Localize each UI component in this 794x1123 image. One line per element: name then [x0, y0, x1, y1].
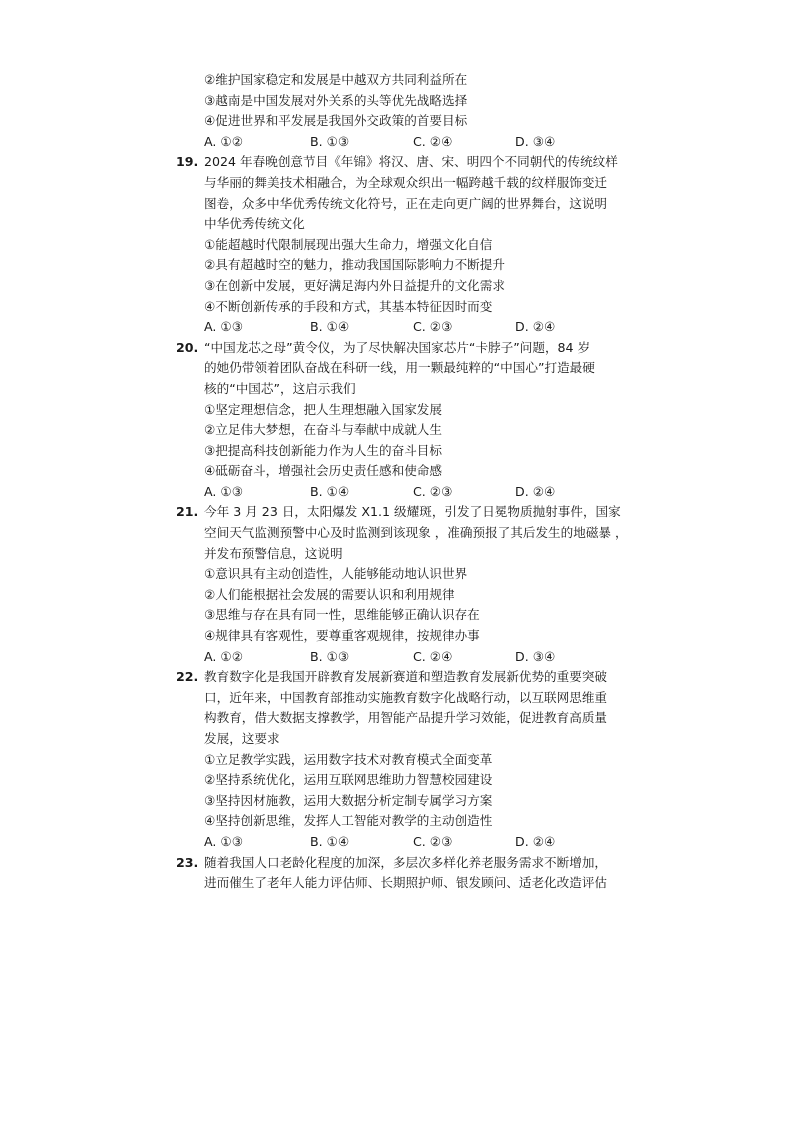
stem-text: “中国龙芯之母”黄令仪，为了尽快解决国家芯片“卡脖子”问题，84 岁	[204, 339, 591, 355]
option-b: B. ①④	[310, 319, 350, 335]
question-stem-line: 口，近年来，中国教育部推动实施教育数字化战略行动，以互联网思维重	[204, 689, 607, 705]
option-a: A. ①③	[204, 319, 243, 335]
option-b: B. ①③	[310, 648, 350, 664]
question-stem-line: 并发布预警信息，这说明	[204, 545, 343, 561]
option-a: A. ①③	[204, 833, 243, 849]
question-number: 20.	[176, 339, 199, 355]
option-c: C. ②③	[413, 833, 453, 849]
question-stem-line: 中华优秀传统文化	[204, 216, 305, 232]
option-c: C. ②③	[413, 483, 453, 499]
statement: ②人们能根据社会发展的需要认识和利用规律	[204, 586, 455, 602]
statement: ④规律具有客观性，要尊重客观规律，按规律办事	[204, 628, 480, 644]
statement: ①能超越时代限制展现出强大生命力，增强文化自信	[204, 236, 493, 252]
statement: ①意识具有主动创造性，人能够能动地认识世界	[204, 566, 468, 582]
option-a: A. ①②	[204, 648, 243, 664]
question-stem-line: 核的“中国芯”，这启示我们	[204, 380, 356, 396]
option-b: B. ①④	[310, 483, 350, 499]
option-d: D. ③④	[515, 133, 556, 149]
statement: ③坚持因材施教，运用大数据分析定制专属学习方案	[204, 792, 493, 808]
question-number: 22.	[176, 669, 199, 685]
stem-text: 教育数字化是我国开辟教育发展新赛道和塑造教育发展新优势的重要突破	[204, 669, 607, 685]
option-b: B. ①④	[310, 833, 350, 849]
question-21	[0, 502, 794, 667]
option-c: C. ②③	[413, 319, 453, 335]
question-stem-line	[0, 853, 794, 874]
option-b: B. ①③	[310, 133, 350, 149]
statement: ④坚持创新思维，发挥人工智能对教学的主动创造性	[204, 813, 493, 829]
question-stem-line: 构教育，借大数据支撑教学，用智能产品提升学习效能，促进教育高质量	[204, 710, 607, 726]
statement: ④促进世界和平发展是我国外交政策的首要目标	[204, 113, 468, 129]
option-c: C. ②④	[413, 133, 453, 149]
stem-text: 今年 3 月 23 日，太阳爆发 X1.1 级耀斑，引发了日冕物质抛射事件，国家	[204, 504, 621, 520]
statement: ③在创新中发展，更好满足海内外日益提升的文化需求	[204, 277, 505, 293]
question-stem-line	[0, 502, 794, 523]
options-row	[0, 482, 794, 503]
statement: ③思维与存在具有同一性，思维能够正确认识存在	[204, 607, 480, 623]
statement: ①立足教学实践，运用数字技术对教育模式全面变革	[204, 751, 493, 767]
stem-text: 随着我国人口老龄化程度的加深，多层次多样化养老服务需求不断增加，	[204, 854, 607, 870]
question-stem-line	[0, 152, 794, 173]
option-d: D. ③④	[515, 648, 556, 664]
question-number: 21.	[176, 504, 199, 520]
question-22	[0, 667, 794, 852]
question-20	[0, 338, 794, 503]
statement: ②维护国家稳定和发展是中越双方共同利益所在	[204, 72, 468, 87]
stem-text: 2024 年春晚创意节目《年锦》将汉、唐、宋、明四个不同朝代的传统纹样	[204, 154, 618, 170]
options-row	[0, 647, 794, 668]
option-d: D. ②④	[515, 833, 556, 849]
statement: ④砥砺奋斗，增强社会历史责任感和使命感	[204, 463, 442, 479]
option-a: A. ①③	[204, 483, 243, 499]
option-d: D. ②④	[515, 319, 556, 335]
statement: ②坚持系统优化，运用互联网思维助力智慧校园建设	[204, 772, 493, 788]
options-row	[0, 317, 794, 338]
question-stem-line: 发展，这要求	[204, 731, 280, 746]
option-d: D. ②④	[515, 483, 556, 499]
question-number: 19.	[176, 154, 199, 170]
question-stem-line: 的她仍带领着团队奋战在科研一线，用一颗最纯粹的“中国心”打造最硬	[204, 360, 595, 376]
question-19	[0, 152, 794, 337]
question-stem-line	[0, 338, 794, 359]
question-stem-line: 进而催生了老年人能力评估师、长期照护师、银发顾问、适老化改造评估	[204, 875, 607, 891]
question-stem-line: 图卷，众多中华优秀传统文化符号，正在走向更广阔的世界舞台，这说明	[204, 195, 607, 211]
statement: ②立足伟大梦想，在奋斗与奉献中成就人生	[204, 422, 442, 438]
question-stem-line: 与华丽的舞美技术相融合，为全球观众织出一幅跨越千载的纹样服饰变迁	[204, 174, 607, 190]
statement: ③把提高科技创新能力作为人生的奋斗目标	[204, 442, 442, 458]
question-stem-line	[0, 667, 794, 688]
options-row	[0, 132, 794, 153]
option-a: A. ①②	[204, 133, 243, 149]
statement: ③越南是中国发展对外关系的头等优先战略选择	[204, 92, 468, 108]
question-number: 23.	[176, 854, 199, 870]
option-c: C. ②④	[413, 648, 453, 664]
exam-page	[0, 70, 794, 894]
statement: ④不断创新传承的手段和方式，其基本特征因时而变	[204, 298, 493, 314]
statement: ①坚定理想信念，把人生理想融入国家发展	[204, 401, 442, 417]
question-stem-line: 空间天气监测预警中心及时监测到该现象 ，准确预报了其后发生的地磁暴 ，	[204, 525, 628, 541]
carryover-block	[0, 70, 794, 152]
question-23	[0, 853, 794, 894]
statement: ②具有超越时空的魅力，推动我国国际影响力不断提升	[204, 257, 505, 273]
options-row	[0, 832, 794, 853]
